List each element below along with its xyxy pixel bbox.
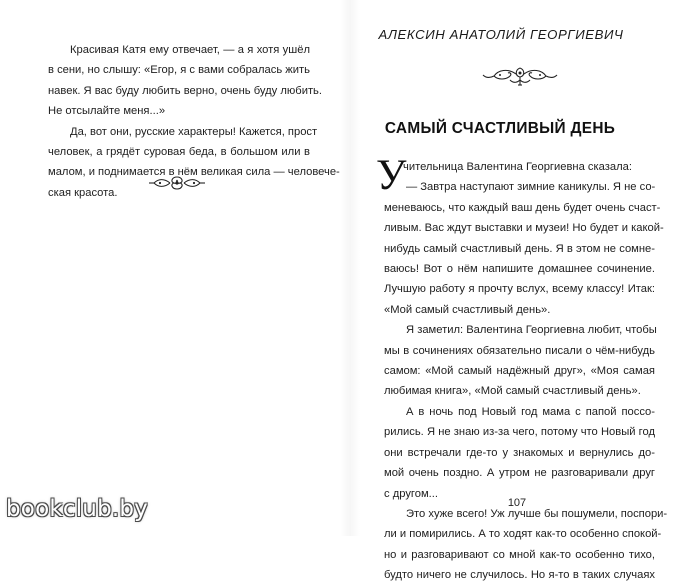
text-line: навек. Я вас буду любить верно, очень буду любить. (48, 84, 322, 97)
text-line: меневаюсь, что каждый ваш день будет очень счаст- (384, 201, 661, 214)
text-line: «Мой самый счастливый день». (384, 303, 551, 316)
watermark: bookclub.by (6, 496, 148, 522)
text-line: Я заметил: Валентина Георгиевна любит, чтобы (406, 324, 657, 337)
text-line: мы в сочинениях обязательно писали о чём-нибудь (384, 344, 655, 357)
running-head: АЛЕКСИН АНАТОЛИЙ ГЕОРГИЕВИЧ (378, 27, 624, 42)
text-line: человек, а грядёт суровая беда, в большом или в (48, 146, 310, 159)
text-line: ская красота. (48, 186, 118, 199)
text-line: ливым. Вас ждут выставки и музеи! Но будет и какой- (384, 222, 664, 235)
left-page (0, 0, 350, 536)
text-line: мой очень поздно. А утром не разговаривали друг (384, 467, 655, 480)
text-line: малом, и поднимается в нём великая сила — человече- (48, 166, 340, 179)
text-line: рились. Я не знаю из-за чего, потому что Новый год (384, 426, 655, 439)
text-line: Да, вот они, русские характеры! Кажется, прост (70, 125, 318, 138)
text-line: будто ничего не случилось. Но я-то в таких случаях (384, 569, 655, 582)
right-page-text (384, 157, 668, 586)
text-line: ваюсь! Вот о нём напишите домашнее сочинение. (384, 263, 655, 276)
text-line: любимая книга», «Мой самый счастливый день». (384, 385, 641, 398)
text-line: — Завтра наступают зимние каникулы. Я не со- (406, 181, 656, 194)
text-line: нибудь самый счастливый день. Я в этом не сомне- (384, 242, 655, 255)
page-number: 107 (507, 497, 527, 509)
text-line: в сени, но слышу: «Егор, я с вами собралась жить (48, 64, 310, 77)
text-line: с другом... (384, 487, 438, 500)
text-line: они встречали где-то у знакомых и вернулись до- (384, 446, 655, 459)
text-line: чительница Валентина Георгиевна сказала: (403, 161, 632, 173)
text-line: самом: «Мой самый надёжный друг», «Моя самая (384, 365, 655, 378)
ornament-flourish-icon (480, 64, 560, 90)
text-line: Это хуже всего! Уж лучше бы пошумели, поспори- (406, 507, 668, 520)
text-line: ли и помирились. А то ходят как-то особенно спокой- (384, 528, 662, 541)
text-line: А в ночь под Новый год мама с папой поссо- (406, 405, 655, 418)
text-line: но и разговаривают со мной как-то особенно тихо, (384, 548, 655, 561)
text-line: Не отсылайте меня...» (48, 105, 166, 118)
text-line: Красивая Катя ему отвечает, — а я хотя ушёл (70, 44, 310, 56)
text-line: Лучшую работу я прочту вслух, всему классу! Итак: (384, 283, 655, 296)
ornament-divider-icon (148, 174, 206, 192)
chapter-title: САМЫЙ СЧАСТЛИВЫЙ ДЕНЬ (384, 120, 616, 137)
drop-cap: У (376, 152, 407, 199)
